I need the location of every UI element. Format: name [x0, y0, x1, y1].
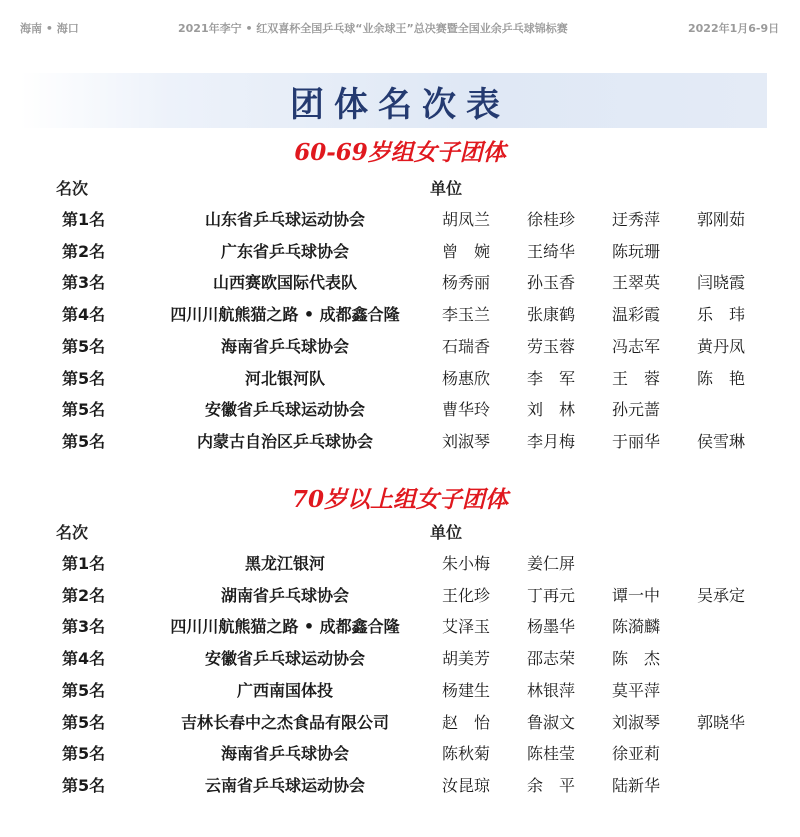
unit-cell: 安徽省乒乓球运动协会 — [204, 400, 365, 420]
member-name: 杨墨华 — [527, 617, 576, 637]
table-row — [0, 769, 800, 799]
member-name: 李玉兰 — [442, 305, 491, 325]
unit-cell: 海南省乒乓球协会 — [220, 336, 349, 356]
member-name: 王化珍 — [442, 585, 491, 605]
member-name: 张康鹤 — [527, 305, 576, 325]
unit-cell: 山西赛欧国际代表队 — [212, 273, 357, 293]
rank-cell: 第5名 — [62, 336, 106, 356]
member-name: 冯志军 — [612, 336, 661, 356]
table-row — [0, 610, 800, 640]
table-row — [0, 706, 800, 736]
member-name: 李 军 — [527, 368, 576, 388]
rank-cell: 第5名 — [62, 680, 106, 700]
table-row — [0, 330, 800, 360]
table-row — [0, 547, 800, 577]
member-name: 曾 婉 — [442, 241, 491, 261]
member-name: 乐 玮 — [697, 305, 746, 325]
member-name: 姜仁屏 — [527, 554, 576, 573]
member-name: 王绮华 — [527, 241, 576, 261]
member-name: 杨建生 — [442, 680, 491, 700]
table-row — [0, 393, 800, 423]
rank-cell: 第4名 — [62, 305, 106, 325]
rank-cell: 第1名 — [62, 210, 106, 229]
member-name: 杨惠欣 — [442, 368, 491, 388]
page-header — [0, 0, 800, 50]
member-name: 黄丹凤 — [697, 336, 746, 356]
member-name: 王翠英 — [612, 273, 661, 293]
member-name: 丁再元 — [527, 585, 576, 605]
member-name: 胡美芳 — [442, 649, 491, 669]
rank-cell: 第5名 — [62, 744, 106, 764]
member-name: 朱小梅 — [442, 554, 491, 573]
member-name: 胡凤兰 — [442, 210, 491, 229]
member-name: 莫平萍 — [612, 680, 661, 700]
table-row — [0, 235, 800, 265]
rank-cell: 第3名 — [62, 273, 106, 293]
rank-cell: 第5名 — [62, 712, 106, 732]
unit-cell: 云南省乒乓球运动协会 — [204, 775, 365, 795]
member-name: 陈桂莹 — [527, 744, 576, 764]
member-name: 刘淑琴 — [442, 431, 491, 451]
member-name: 谭一中 — [612, 585, 661, 605]
section-title-70-plus: 70岁以上组女子团体 — [291, 486, 508, 513]
unit-cell: 湖南省乒乓球协会 — [220, 585, 349, 605]
member-name: 吴承定 — [697, 585, 746, 605]
member-name: 孙元蔷 — [612, 400, 661, 420]
member-name: 林银萍 — [527, 680, 576, 700]
member-name: 王 蓉 — [612, 368, 661, 388]
unit-cell: 黑龙江银河 — [244, 554, 325, 573]
member-name: 闫晓霞 — [697, 273, 746, 293]
rank-cell: 第5名 — [62, 775, 106, 795]
unit-cell: 广东省乒乓球协会 — [220, 241, 349, 261]
table-row — [0, 362, 800, 392]
member-name: 李月梅 — [527, 431, 576, 451]
table-row — [0, 203, 800, 233]
member-name: 温彩霞 — [612, 305, 661, 325]
rank-cell: 第5名 — [62, 431, 106, 451]
member-name: 刘 林 — [527, 400, 576, 420]
column-header-unit: 单位 — [430, 179, 463, 198]
member-name: 陈玩珊 — [612, 241, 661, 261]
unit-cell: 内蒙古自治区乒乓球协会 — [196, 431, 373, 451]
member-name: 鲁淑文 — [527, 712, 576, 732]
table-row — [0, 266, 800, 296]
member-name: 陈 杰 — [612, 649, 661, 669]
page-title: 团体名次表 — [290, 85, 510, 125]
member-name: 赵 怡 — [442, 712, 491, 732]
unit-cell: 河北银河队 — [244, 368, 325, 388]
table-row — [0, 425, 800, 455]
rank-cell: 第5名 — [62, 400, 106, 420]
unit-cell: 海南省乒乓球协会 — [220, 744, 349, 764]
rank-cell: 第1名 — [62, 554, 106, 573]
member-name: 郭刚茹 — [697, 210, 746, 229]
rank-cell: 第2名 — [62, 241, 106, 261]
table-row — [0, 298, 800, 328]
rank-cell: 第2名 — [62, 585, 106, 605]
member-name: 于丽华 — [612, 431, 661, 451]
section-title-60-69: 60-69岁组女子团体 — [294, 139, 506, 166]
member-name: 曹华玲 — [442, 400, 491, 420]
member-name: 邵志荣 — [527, 649, 576, 669]
member-name: 陈漪麟 — [612, 617, 661, 637]
table-row — [0, 579, 800, 609]
column-header-rank: 名次 — [56, 179, 89, 198]
unit-cell: 吉林长春中之杰食品有限公司 — [180, 712, 389, 732]
member-name: 杨秀丽 — [442, 273, 491, 293]
member-name: 汝昆琼 — [442, 775, 491, 795]
table-row — [0, 674, 800, 704]
member-name: 迂秀萍 — [612, 210, 661, 229]
unit-cell: 四川川航熊猫之路 • 成都鑫合隆 — [170, 305, 400, 325]
table-row — [0, 737, 800, 767]
table-row — [0, 642, 800, 672]
member-name: 艾泽玉 — [442, 617, 491, 637]
column-header-unit: 单位 — [430, 523, 463, 542]
member-name: 孙玉香 — [527, 273, 576, 293]
member-name: 陈秋菊 — [442, 744, 491, 764]
rank-cell: 第3名 — [62, 617, 106, 637]
unit-cell: 四川川航熊猫之路 • 成都鑫合隆 — [170, 617, 400, 637]
header-location: 海南 • 海口 — [20, 22, 79, 35]
header-dates: 2022年1月6-9日 — [688, 22, 780, 35]
member-name: 徐亚莉 — [612, 744, 661, 764]
member-name: 劳玉蓉 — [527, 336, 576, 356]
unit-cell: 安徽省乒乓球运动协会 — [204, 649, 365, 669]
member-name: 侯雪琳 — [697, 431, 746, 451]
unit-cell: 山东省乒乓球运动协会 — [204, 210, 365, 229]
column-header-rank: 名次 — [56, 523, 89, 542]
member-name: 刘淑琴 — [612, 712, 661, 732]
member-name: 余 平 — [527, 775, 576, 795]
unit-cell: 广西南国体投 — [236, 680, 333, 700]
member-name: 郭晓华 — [697, 712, 746, 732]
rank-cell: 第5名 — [62, 368, 106, 388]
member-name: 石瑞香 — [442, 336, 491, 356]
rank-cell: 第4名 — [62, 649, 106, 669]
member-name: 陆新华 — [612, 775, 661, 795]
member-name: 徐桂珍 — [527, 210, 576, 229]
member-name: 陈 艳 — [697, 368, 746, 388]
header-event-name: 2021年李宁 • 红双喜杯全国乒乓球“业余球王”总决赛暨全国业余乒乓球锦标赛 — [178, 22, 568, 35]
